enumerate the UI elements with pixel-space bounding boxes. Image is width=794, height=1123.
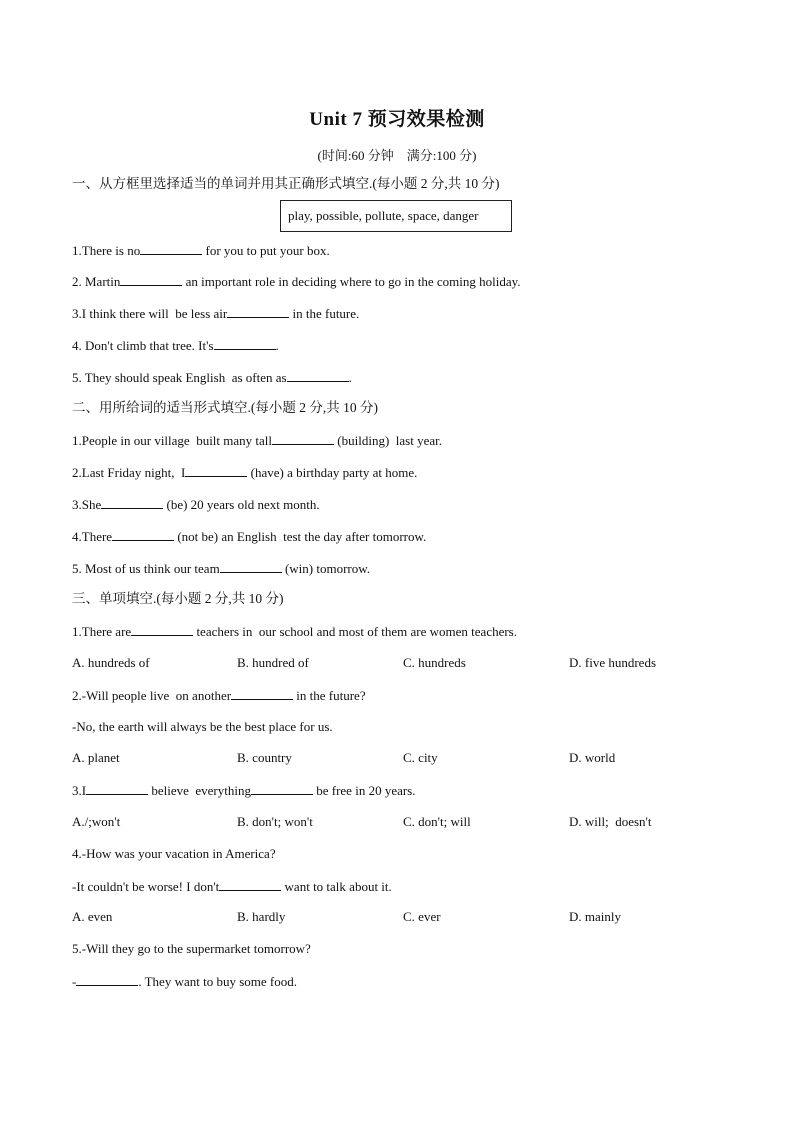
answer-blank[interactable] — [101, 496, 163, 509]
s1-question-4: 4. Don't climb that tree. It's . — [72, 338, 279, 353]
option-a[interactable]: A. hundreds of — [72, 655, 150, 670]
answer-blank[interactable] — [214, 337, 276, 350]
option-b[interactable]: B. hundred of — [237, 655, 309, 670]
option-d[interactable]: D. world — [569, 750, 616, 765]
option-b[interactable]: B. country — [237, 750, 292, 765]
s3-question-3: 3.I believe everything be free in 20 years. — [72, 783, 416, 798]
section3-heading: 三、单项填空.(每小题 2 分,共 10 分) — [72, 591, 284, 606]
option-c[interactable]: C. ever — [403, 909, 441, 924]
s2-question-4: 4.There (not be) an English test the day after tomorrow. — [72, 529, 427, 544]
s3-question-2: 2.-Will people live on another in the future? — [72, 688, 366, 703]
s1-question-5: 5. They should speak English as often as . — [72, 370, 352, 385]
answer-blank[interactable] — [112, 528, 174, 541]
answer-blank[interactable] — [220, 560, 282, 573]
page-subtitle: (时间:60 分钟 满分:100 分) — [317, 148, 477, 163]
s3-question-4: 4.-How was your vacation in America? — [72, 846, 276, 861]
s3-question-5: 5.-Will they go to the supermarket tomorrow? — [72, 941, 311, 956]
answer-blank[interactable] — [287, 369, 349, 382]
option-c[interactable]: C. don't; will — [403, 814, 471, 829]
answer-blank[interactable] — [231, 687, 293, 700]
option-a[interactable]: A. planet — [72, 750, 120, 765]
page-title: Unit 7 预习效果检测 — [309, 109, 485, 130]
option-a[interactable]: A./;won't — [72, 814, 121, 829]
option-b[interactable]: B. hardly — [237, 909, 286, 924]
section1-heading: 一、从方框里选择适当的单词并用其正确形式填空.(每小题 2 分,共 10 分) — [72, 176, 500, 191]
s2-question-1: 1.People in our village built many tall (building) last year. — [72, 433, 442, 448]
s3-question-5-response: - . They want to buy some food. — [72, 974, 297, 989]
answer-blank[interactable] — [227, 305, 289, 318]
section2-heading: 二、用所给词的适当形式填空.(每小题 2 分,共 10 分) — [72, 400, 378, 415]
s2-question-5: 5. Most of us think our team (win) tomorrow. — [72, 561, 371, 576]
s2-question-2: 2.Last Friday night, I (have) a birthday party at home. — [72, 465, 418, 480]
s1-question-2: 2. Martin an important role in deciding where to go in the coming holiday. — [72, 274, 521, 289]
option-c[interactable]: C. city — [403, 750, 438, 765]
answer-blank[interactable] — [219, 878, 281, 891]
s2-question-3: 3.She (be) 20 years old next month. — [72, 497, 320, 512]
option-b[interactable]: B. don't; won't — [237, 814, 313, 829]
option-d[interactable]: D. will; doesn't — [569, 814, 652, 829]
answer-blank[interactable] — [131, 623, 193, 636]
answer-blank[interactable] — [185, 464, 247, 477]
s3-question-4-response: -It couldn't be worse! I don't want to talk about it. — [72, 879, 392, 894]
answer-blank[interactable] — [76, 973, 138, 986]
s1-question-1: 1.There is no for you to put your box. — [72, 243, 330, 258]
option-c[interactable]: C. hundreds — [403, 655, 466, 670]
option-a[interactable]: A. even — [72, 909, 113, 924]
answer-blank[interactable] — [86, 782, 148, 795]
option-d[interactable]: D. mainly — [569, 909, 621, 924]
answer-blank[interactable] — [251, 782, 313, 795]
answer-blank[interactable] — [140, 242, 202, 255]
s3-question-2-response: -No, the earth will always be the best place for us. — [72, 719, 333, 734]
answer-blank[interactable] — [272, 432, 334, 445]
s1-question-3: 3.I think there will be less air in the future. — [72, 306, 360, 321]
answer-blank[interactable] — [120, 273, 182, 286]
word-box: play, possible, pollute, space, danger — [280, 200, 512, 232]
option-d[interactable]: D. five hundreds — [569, 655, 657, 670]
s3-question-1: 1.There are teachers in our school and most of them are women teachers. — [72, 624, 517, 639]
